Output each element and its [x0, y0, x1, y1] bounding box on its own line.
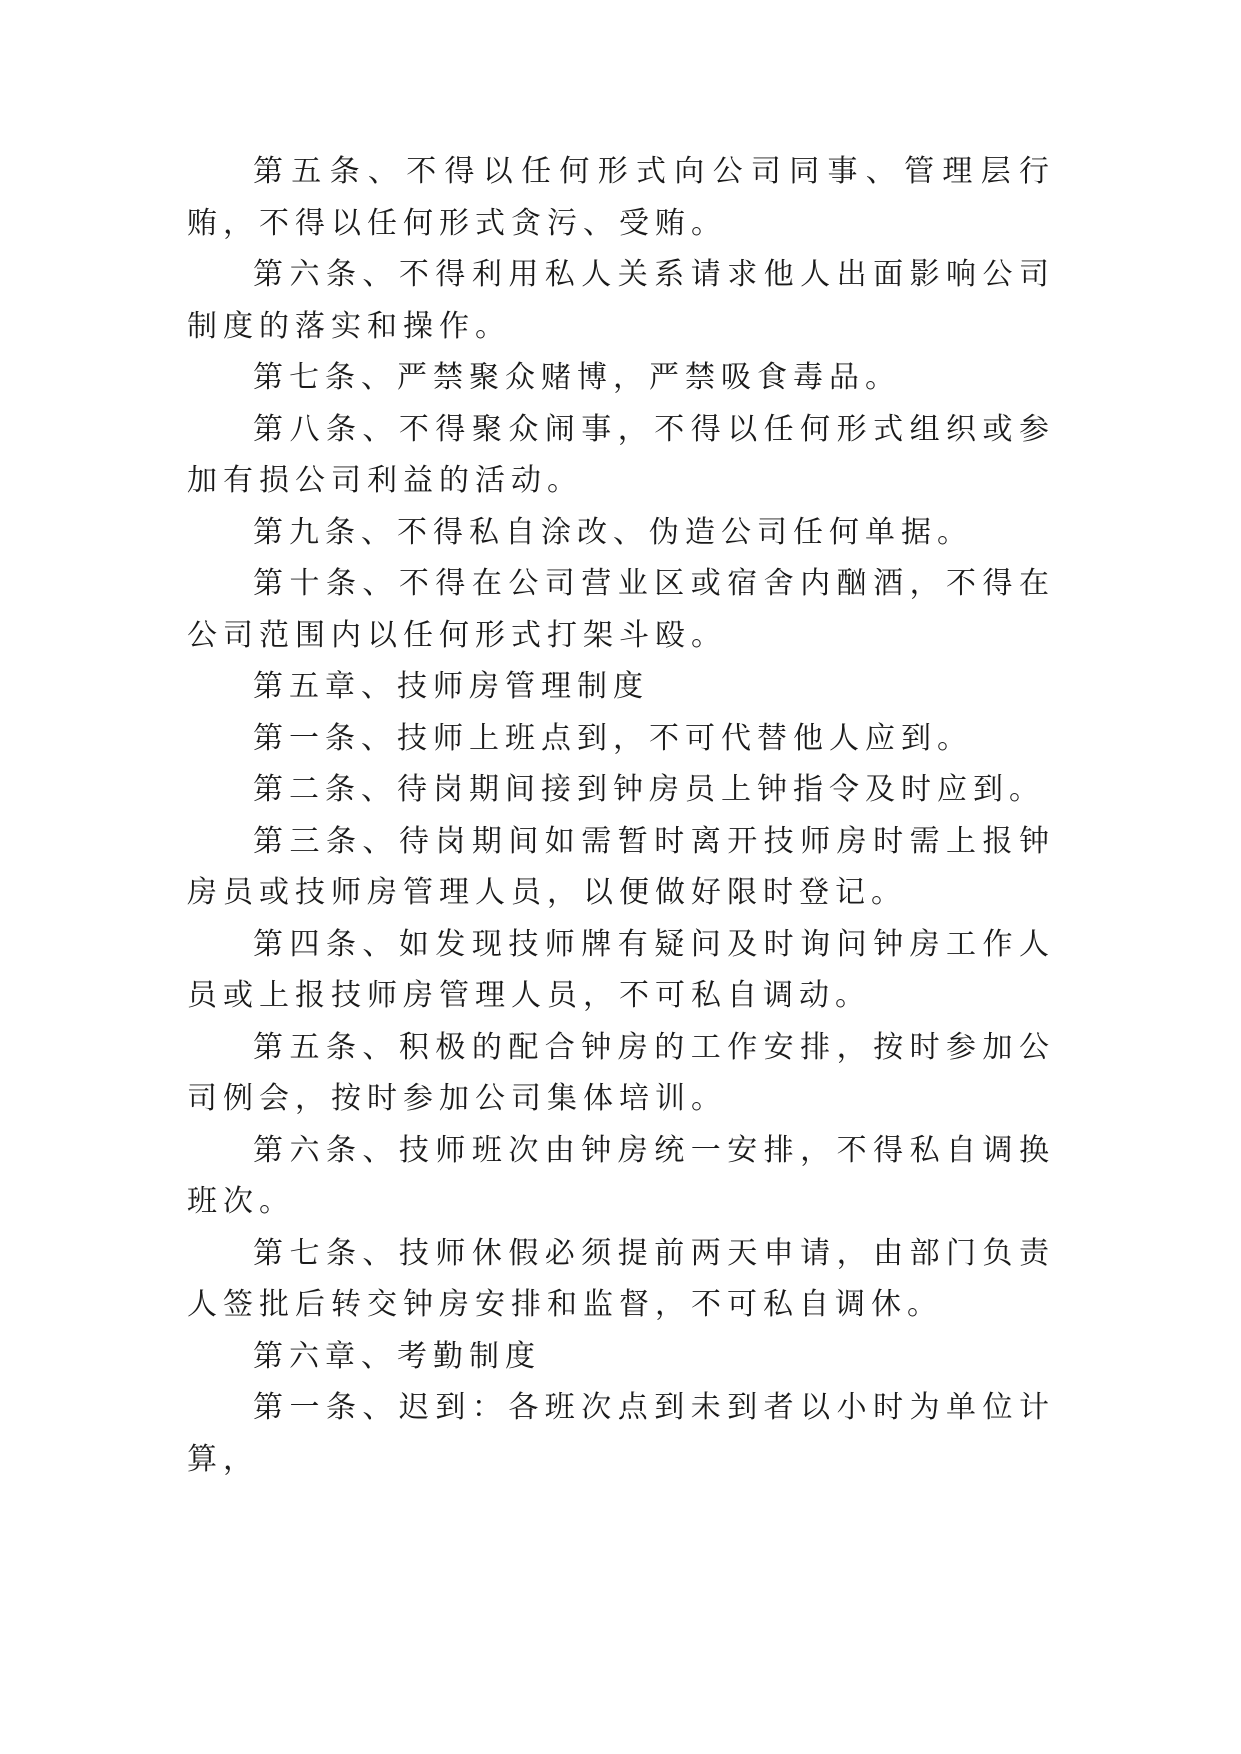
article-paragraph: 第九条、不得私自涂改、伪造公司任何单据。 — [253, 514, 973, 550]
chapter-heading: 第六章、考勤制度 — [253, 1338, 541, 1374]
article-paragraph: 第四条、如发现技师牌有疑问及时询问钟房工作人员或上报技师房管理人员，不可私自调动。 — [187, 926, 1055, 1013]
article-paragraph: 第七条、技师休假必须提前两天申请，由部门负责人签批后转交钟房安排和监督，不可私自调休。 — [187, 1235, 1055, 1322]
article-paragraph: 第五条、积极的配合钟房的工作安排，按时参加公司例会，按时参加公司集体培训。 — [187, 1029, 1055, 1116]
chapter-heading: 第五章、技师房管理制度 — [253, 669, 649, 704]
article-paragraph: 第六条、不得利用私人关系请求他人出面影响公司制度的落实和操作。 — [187, 257, 1055, 344]
article-paragraph: 第二条、待岗期间接到钟房员上钟指令及时应到。 — [253, 772, 1045, 807]
article-paragraph: 第一条、技师上班点到，不可代替他人应到。 — [253, 720, 973, 756]
article-paragraph: 第三条、待岗期间如需暂时离开技师房时需上报钟房员或技师房管理人员，以便做好限时登记。 — [187, 823, 1055, 910]
article-paragraph: 第六条、技师班次由钟房统一安排，不得私自调换班次。 — [187, 1132, 1055, 1219]
article-paragraph: 第十条、不得在公司营业区或宿舍内酗酒，不得在公司范围内以任何形式打架斗殴。 — [187, 566, 1055, 653]
article-paragraph: 第五条、不得以任何形式向公司同事、管理层行贿，不得以任何形式贪污、受贿。 — [187, 154, 1055, 241]
document-body — [187, 146, 1055, 1485]
article-paragraph: 第八条、不得聚众闹事，不得以任何形式组织或参加有损公司利益的活动。 — [187, 411, 1055, 498]
article-paragraph: 第七条、严禁聚众赌博，严禁吸食毒品。 — [253, 360, 901, 395]
article-paragraph: 第一条、迟到：各班次点到未到者以小时为单位计算， — [187, 1390, 1055, 1477]
